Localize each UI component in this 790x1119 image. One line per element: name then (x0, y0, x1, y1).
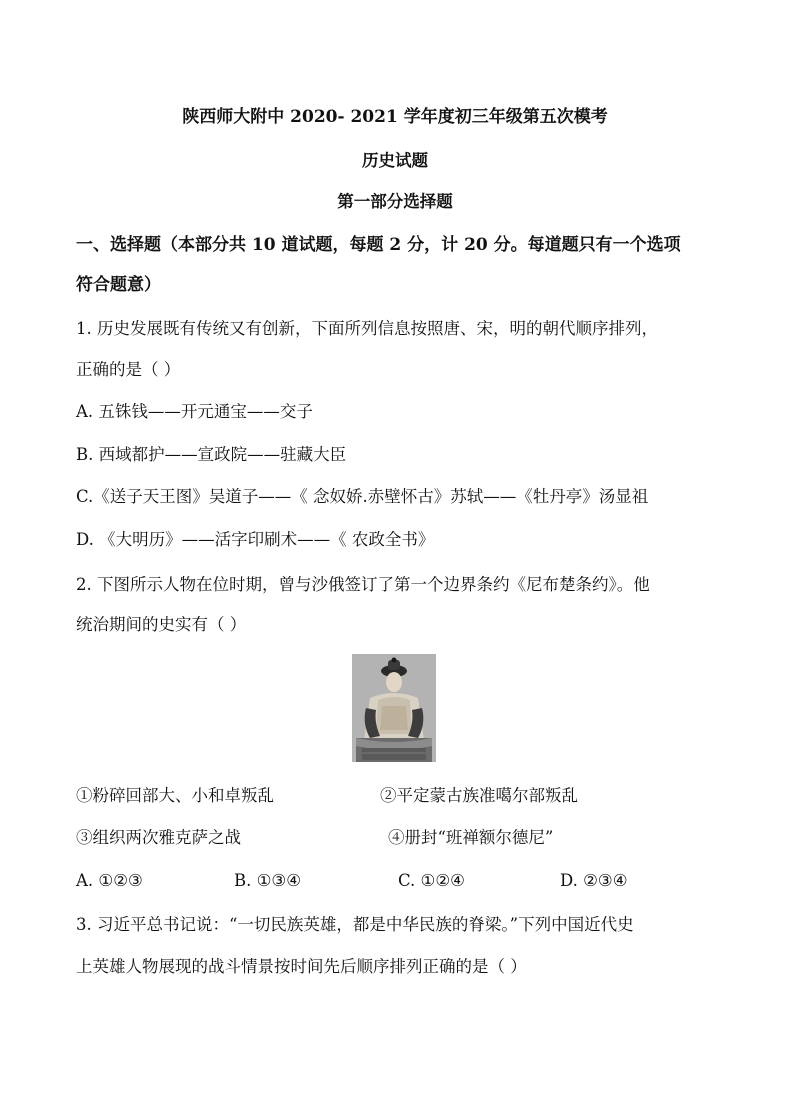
section-heading-line1: 一、选择题（本部分共 10 道试题，每题 2 分，计 20 分。每道题只有一个选项 (76, 235, 681, 255)
q1-option-d: D. 《大明历》——活字印刷术——《 农政全书》 (76, 530, 435, 549)
q1-option-a: A. 五铢钱——开元通宝——交子 (76, 402, 313, 421)
portrait-illustration (352, 654, 436, 762)
q1-option-c: C.《送子天王图》吴道子——《 念奴娇.赤壁怀古》苏轼——《牡丹亭》汤显祖 (76, 487, 649, 506)
q2-option-d: D. ②③④ (560, 871, 628, 890)
section-heading-line2: 符合题意） (76, 275, 161, 295)
q1-option-b: B. 西域都护——宣政院——驻藏大臣 (76, 445, 347, 464)
q1-stem-line1: 1. 历史发展既有传统又有创新，下面所列信息按照唐、宋，明的朝代顺序排列， (76, 319, 658, 338)
q2-stem-line2: 统治期间的史实有（ ） (76, 615, 247, 634)
emperor-portrait-image (352, 654, 436, 762)
q3-stem-line2: 上英雄人物展现的战斗情景按时间先后顺序排列正确的是（ ） (76, 957, 527, 976)
q2-item-1: ①粉碎回部大、小和卓叛乱 (76, 786, 274, 805)
part-title: 第一部分选择题 (337, 192, 453, 211)
exam-title: 陕西师大附中 2020- 2021 学年度初三年级第五次模考 (182, 107, 608, 127)
q2-item-2: ②平定蒙古族准噶尔部叛乱 (380, 786, 578, 805)
q2-item-3: ③组织两次雅克萨之战 (76, 828, 241, 847)
q1-stem-line2: 正确的是（ ） (76, 360, 181, 379)
q3-stem-line1: 3. 习近平总书记说：“一切民族英雄，都是中华民族的脊梁。”下列中国近代史 (76, 915, 634, 934)
subject-title: 历史试题 (362, 151, 428, 170)
q2-option-b: B. ①③④ (234, 871, 301, 890)
q2-option-a: A. ①②③ (76, 871, 143, 890)
q2-stem-line1: 2. 下图所示人物在位时期，曾与沙俄签订了第一个边界条约《尼布楚条约》。他 (76, 575, 650, 594)
q2-option-c: C. ①②④ (398, 871, 465, 890)
q2-item-4: ④册封“班禅额尔德尼” (388, 828, 554, 847)
